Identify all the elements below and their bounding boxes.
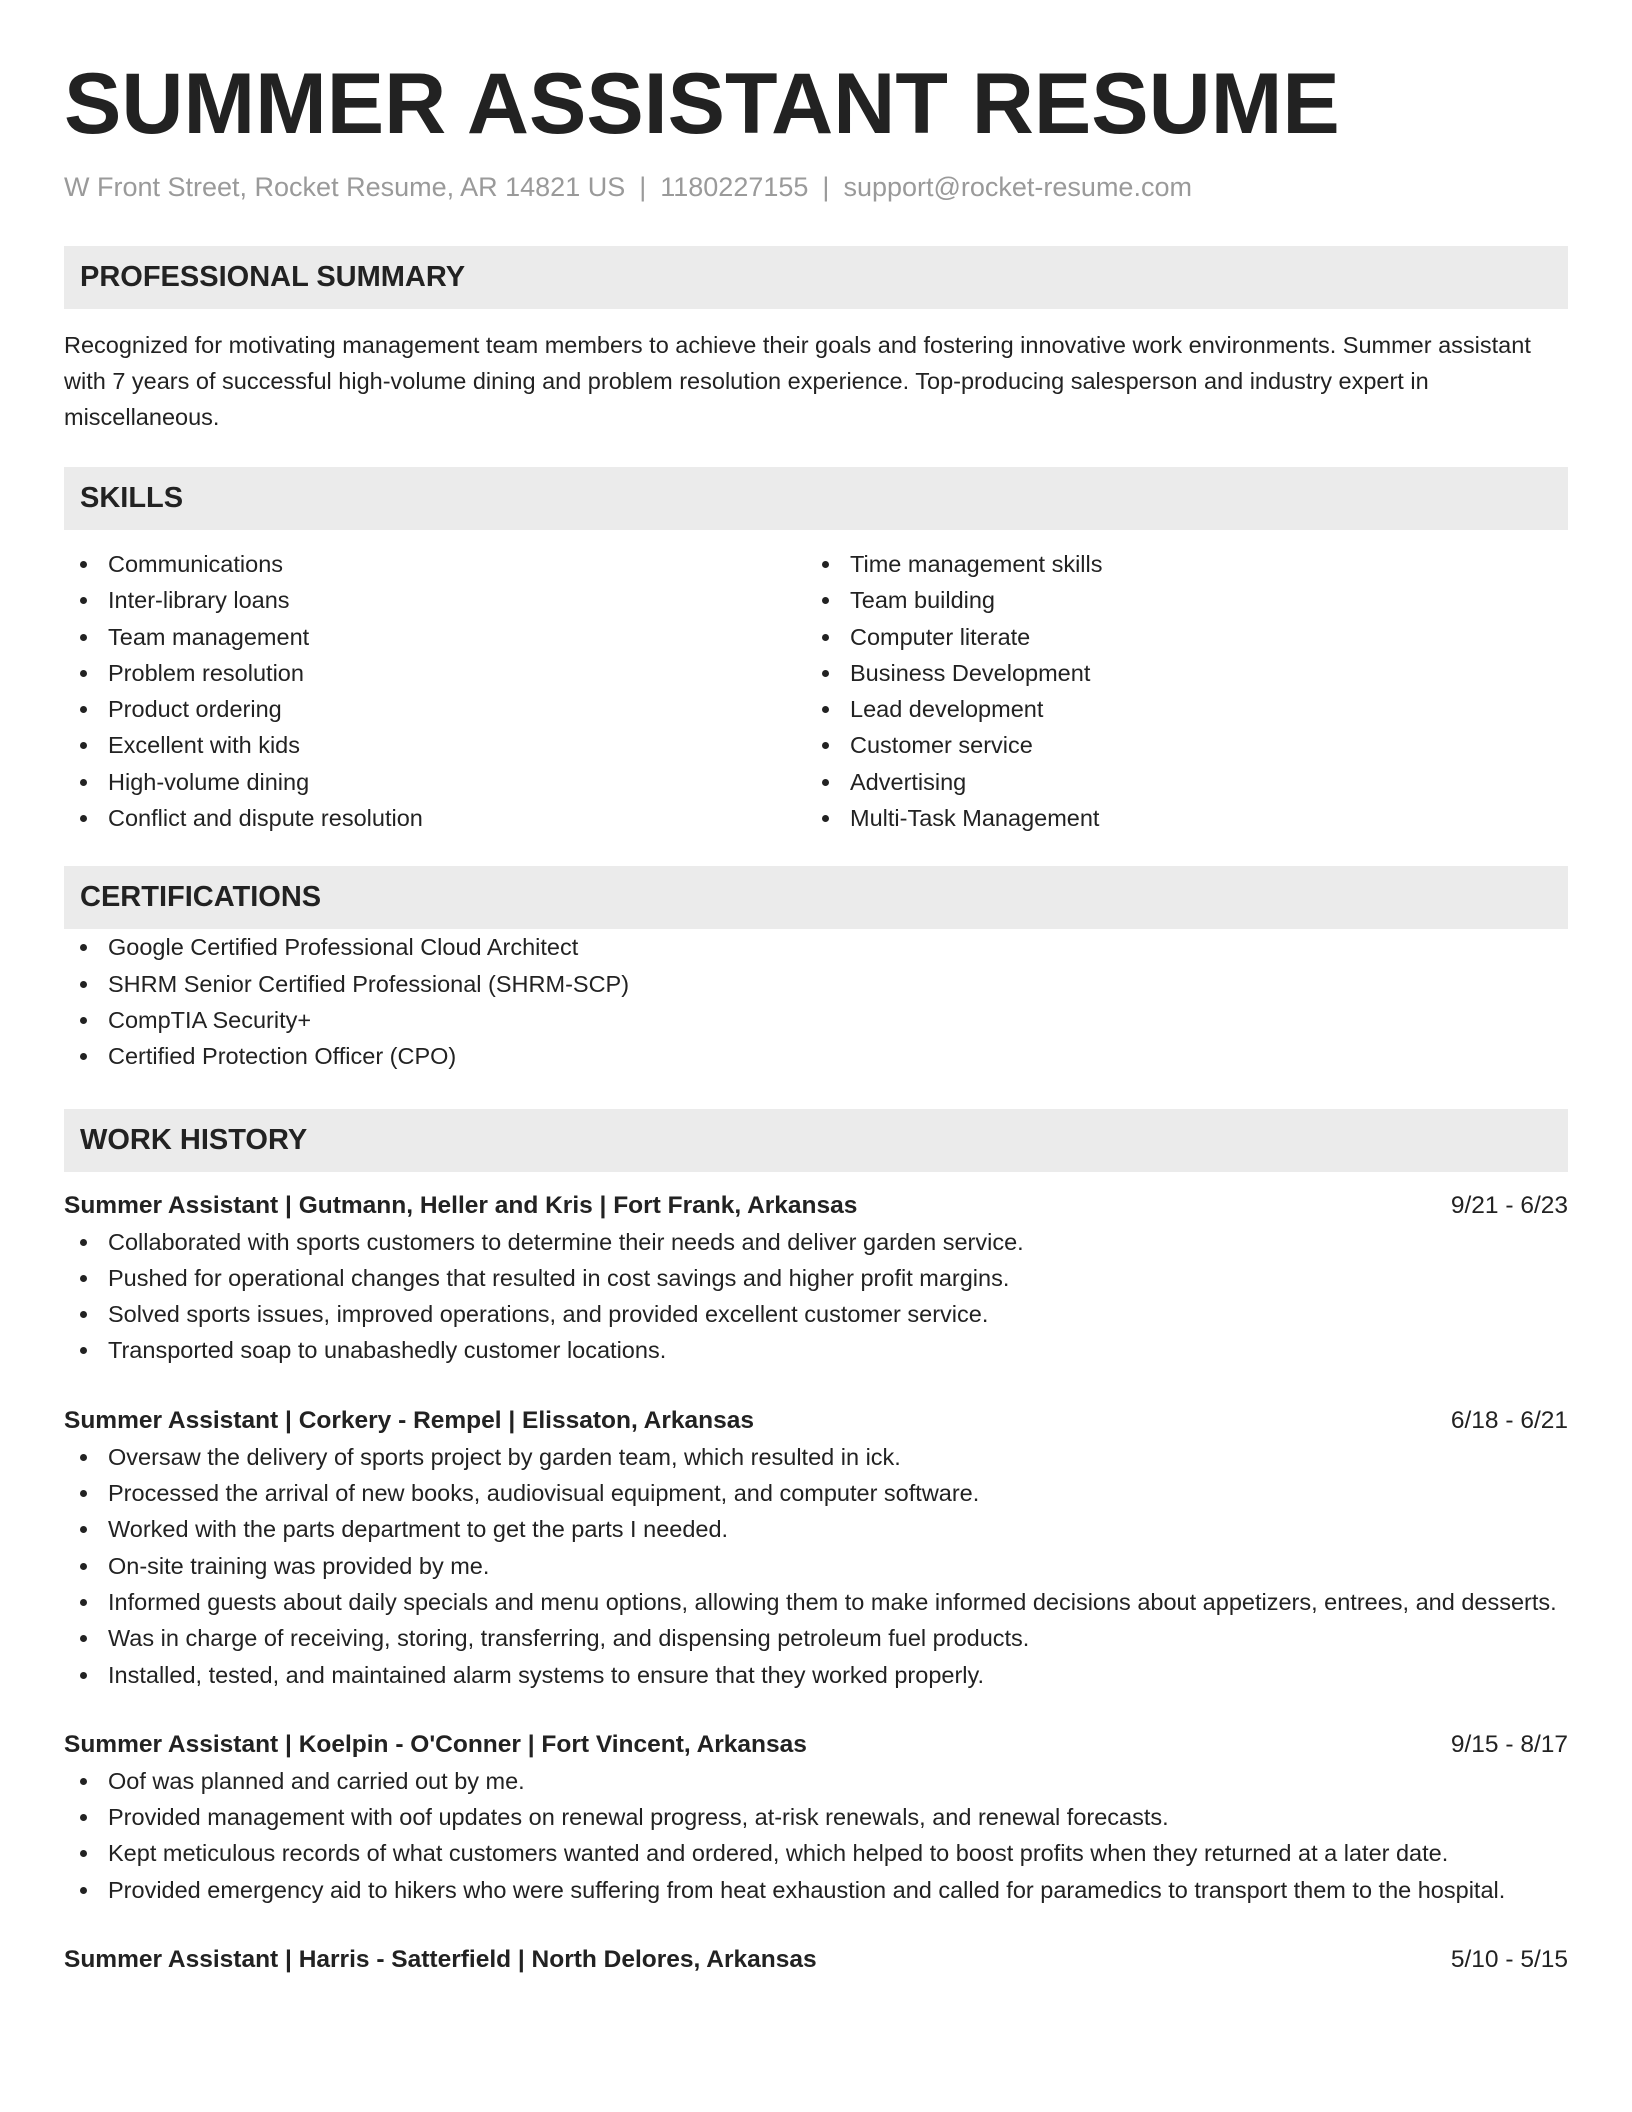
skills-list-right: [806, 546, 1548, 836]
skill-item: Conflict and dispute resolution: [64, 800, 806, 836]
skill-item: Team building: [806, 582, 1548, 618]
job-entry: [64, 1188, 1568, 1369]
job-title: Summer Assistant | Gutmann, Heller and Kris | Fort Frank, Arkansas: [64, 1191, 858, 1219]
duty-item: Pushed for operational changes that resulted in cost savings and higher profit margins.: [64, 1260, 1568, 1296]
certification-item: SHRM Senior Certified Professional (SHRM-SCP): [64, 966, 1568, 1002]
skill-item: Customer service: [806, 727, 1548, 763]
job-header: [64, 1942, 1568, 1978]
skill-item: Business Development: [806, 655, 1548, 691]
email: support@rocket-resume.com: [843, 172, 1192, 202]
duty-item: Transported soap to unabashedly customer locations.: [64, 1332, 1568, 1368]
skill-item: Problem resolution: [64, 655, 806, 691]
job-duties: [64, 1439, 1568, 1693]
contact-line: [64, 168, 1568, 206]
skills-list-left: [64, 546, 806, 836]
job-header: [64, 1727, 1568, 1763]
certification-item: CompTIA Security+: [64, 1002, 1568, 1038]
job-entry: [64, 1942, 1568, 1978]
skill-item: Communications: [64, 546, 806, 582]
skill-item: Product ordering: [64, 691, 806, 727]
certifications-section: [64, 866, 1568, 1074]
job-dates: 9/21 - 6/23: [1450, 1191, 1568, 1219]
section-heading-work-history: WORK HISTORY: [64, 1109, 1568, 1172]
summary-section: [64, 246, 1568, 435]
section-heading-summary: PROFESSIONAL SUMMARY: [64, 246, 1568, 309]
duty-item: Oversaw the delivery of sports project by garden team, which resulted in ick.: [64, 1439, 1568, 1475]
skills-grid: [64, 546, 1568, 836]
skill-item: Inter-library loans: [64, 582, 806, 618]
section-heading-certifications: CERTIFICATIONS: [64, 866, 1568, 929]
skill-item: Computer literate: [806, 619, 1548, 655]
skills-section: [64, 467, 1568, 836]
duty-item: Kept meticulous records of what customers wanted and ordered, which helped to boost profits when they returned at a later date.: [64, 1835, 1568, 1871]
skill-item: Advertising: [806, 764, 1548, 800]
job-dates: 6/18 - 6/21: [1450, 1406, 1568, 1434]
duty-item: Collaborated with sports customers to determine their needs and deliver garden service.: [64, 1224, 1568, 1260]
job-entry: [64, 1403, 1568, 1693]
work-history-section: [64, 1109, 1568, 1978]
summary-text: Recognized for motivating management team members to achieve their goals and fostering innovative work environments. Summer assistant with 7 years of successful high-volume dining and problem resolution experience. Top-producing salesperson and industry expert in miscellaneous.: [64, 332, 1531, 430]
duty-item: Worked with the parts department to get the parts I needed.: [64, 1511, 1568, 1547]
duty-item: Was in charge of receiving, storing, transferring, and dispensing petroleum fuel products.: [64, 1620, 1568, 1656]
duty-item: Provided management with oof updates on renewal progress, at-risk renewals, and renewal forecasts.: [64, 1799, 1568, 1835]
skill-item: Lead development: [806, 691, 1548, 727]
duty-item: Installed, tested, and maintained alarm systems to ensure that they worked properly.: [64, 1657, 1568, 1693]
duty-item: Solved sports issues, improved operations, and provided excellent customer service.: [64, 1296, 1568, 1332]
job-duties: [64, 1224, 1568, 1369]
job-title: Summer Assistant | Harris - Satterfield | North Delores, Arkansas: [64, 1946, 817, 1974]
resume-page: [64, 0, 1568, 1978]
certification-item: Certified Protection Officer (CPO): [64, 1038, 1568, 1074]
contact-separator: |: [639, 172, 647, 202]
job-dates: 9/15 - 8/17: [1450, 1730, 1568, 1758]
contact-separator: |: [822, 172, 830, 202]
section-heading-skills: SKILLS: [64, 467, 1568, 530]
duty-item: On-site training was provided by me.: [64, 1548, 1568, 1584]
job-title: Summer Assistant | Koelpin - O'Conner | Fort Vincent, Arkansas: [64, 1730, 807, 1758]
address: W Front Street, Rocket Resume, AR 14821 US: [64, 172, 626, 202]
job-header: [64, 1188, 1568, 1224]
certification-item: Google Certified Professional Cloud Architect: [64, 929, 1568, 965]
job-title: Summer Assistant | Corkery - Rempel | Elissaton, Arkansas: [64, 1406, 754, 1434]
duty-item: Informed guests about daily specials and menu options, allowing them to make informed decisions about appetizers, entrees, and desserts.: [64, 1584, 1568, 1620]
duty-item: Provided emergency aid to hikers who were suffering from heat exhaustion and called for paramedics to transport them to the hospital.: [64, 1872, 1568, 1908]
job-header: [64, 1403, 1568, 1439]
skill-item: Excellent with kids: [64, 727, 806, 763]
job-dates: 5/10 - 5/15: [1450, 1946, 1568, 1974]
certifications-list: [64, 929, 1568, 1074]
skill-item: Time management skills: [806, 546, 1548, 582]
skill-item: Multi-Task Management: [806, 800, 1548, 836]
job-duties: [64, 1763, 1568, 1908]
phone: 1180227155: [660, 172, 809, 202]
duty-item: Oof was planned and carried out by me.: [64, 1763, 1568, 1799]
duty-item: Processed the arrival of new books, audiovisual equipment, and computer software.: [64, 1475, 1568, 1511]
skill-item: Team management: [64, 619, 806, 655]
job-entry: [64, 1727, 1568, 1908]
skill-item: High-volume dining: [64, 764, 806, 800]
resume-title: SUMMER ASSISTANT RESUME: [64, 56, 1340, 152]
